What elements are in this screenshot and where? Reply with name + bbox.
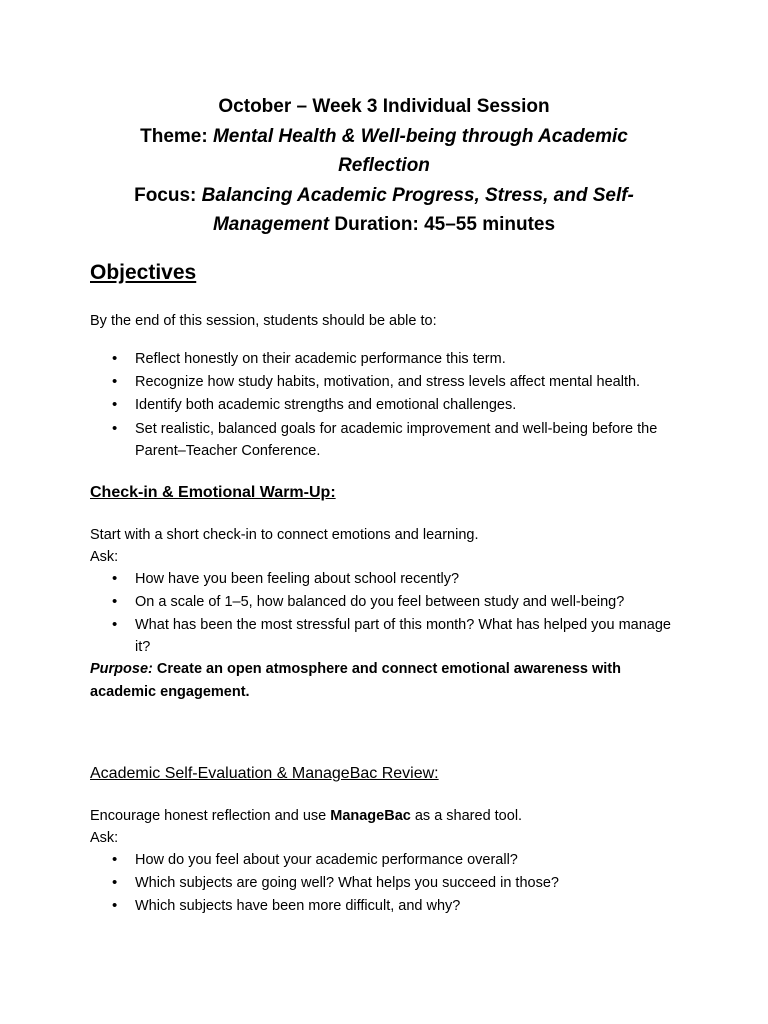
self-eval-questions [90,849,690,919]
focus-line-cont [120,210,648,240]
purpose-statement [90,658,650,703]
theme-value-a: Mental Health & Well-being through Academic [212,125,628,147]
list-item: • How do you feel about your academic performance overall? [90,849,690,871]
focus-label: Focus: [134,184,202,206]
managebac-term: ManageBac [330,808,411,824]
focus-line [120,181,648,211]
self-eval-intro-b: as a shared tool. [410,808,523,824]
theme-label: Theme: [140,125,213,147]
focus-value-b: Management [212,214,330,235]
checkin-ask-label: Ask: [90,549,119,565]
list-item: • What has been the most stressful part of this month? What has helped you manage it? [90,614,690,658]
self-eval-heading: Academic Self-Evaluation & ManageBac Review: [90,765,439,782]
list-item: • Identify both academic strengths and emotional challenges. [90,394,690,416]
self-eval-ask-label: Ask: [90,830,119,846]
list-item: • Recognize how study habits, motivation, and stress levels affect mental health. [90,371,690,393]
self-eval-intro-a: Encourage honest reflection and use [90,808,331,824]
checkin-heading: Check-in & Emotional Warm-Up: [90,484,336,501]
list-item: • Set realistic, balanced goals for academic improvement and well-being before the Parent–Teacher Conference. [90,418,690,462]
session-header [120,92,648,240]
purpose-label: Purpose: [90,661,153,677]
session-title: October – Week 3 Individual Session [218,96,550,117]
objectives-intro: By the end of this session, students should be able to: [90,313,437,329]
purpose-text: Create an open atmosphere and connect emotional awareness with academic engagement. [90,661,621,700]
objectives-heading: Objectives [90,261,197,284]
theme-line [120,122,648,152]
duration-text: Duration: 45–55 minutes [329,214,556,235]
list-item: • Reflect honestly on their academic performance this term. [90,348,690,370]
list-item: • Which subjects are going well? What helps you succeed in those? [90,872,690,894]
checkin-intro: Start with a short check-in to connect emotions and learning. [90,527,479,543]
list-item: • How have you been feeling about school recently? [90,568,690,590]
theme-value-b: Reflection [338,155,430,176]
checkin-questions [90,568,690,660]
list-item: • On a scale of 1–5, how balanced do you feel between study and well-being? [90,591,690,613]
focus-value-a: Balancing Academic Progress, Stress, and Self- [201,184,634,206]
theme-line-cont [120,151,648,181]
list-item: • Which subjects have been more difficult, and why? [90,895,690,917]
objectives-list [90,348,690,463]
self-eval-intro [90,805,690,827]
